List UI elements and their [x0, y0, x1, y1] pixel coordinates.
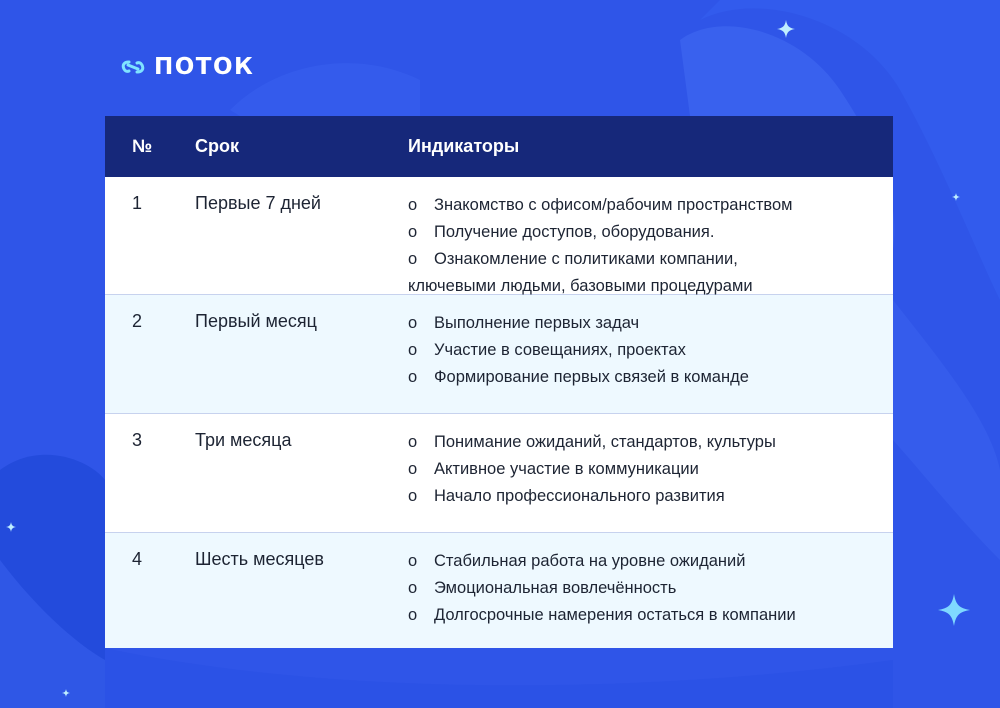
table-row	[105, 177, 893, 295]
bullet: o	[408, 314, 418, 332]
indicator-item	[408, 192, 883, 219]
indicator-item	[408, 364, 883, 391]
table-row	[105, 414, 893, 533]
row-num: 3	[132, 430, 143, 450]
indicator-item	[408, 246, 883, 273]
row-term: Первые 7 дней	[195, 193, 321, 213]
indicator-text: ключевыми людьми, базовыми процедурами	[408, 277, 753, 295]
sparkle-icon	[777, 20, 795, 38]
row-term: Шесть месяцев	[195, 549, 324, 569]
bullet: o	[408, 368, 418, 386]
indicator-text: Выполнение первых задач	[434, 314, 640, 332]
brand-logo	[120, 52, 254, 82]
bullet: o	[408, 606, 418, 624]
bullet: o	[408, 250, 418, 268]
indicator-item	[408, 310, 883, 337]
indicator-text: Стабильная работа на уровне ожиданий	[434, 552, 746, 570]
indicator-item	[408, 483, 883, 510]
table-row	[105, 533, 893, 648]
indicator-item	[408, 219, 883, 246]
row-num: 4	[132, 549, 143, 569]
bullet: o	[408, 341, 418, 359]
header-indicators: Индикаторы	[408, 136, 520, 156]
indicator-text: Понимание ожиданий, стандартов, культуры	[434, 433, 776, 451]
indicator-text: Долгосрочные намерения остаться в компании	[434, 606, 796, 624]
link-icon	[120, 59, 146, 75]
bullet: o	[408, 433, 418, 451]
indicator-item	[408, 429, 883, 456]
header-num: №	[132, 136, 153, 156]
row-term: Три месяца	[195, 430, 292, 450]
table-header	[105, 116, 893, 177]
bullet: o	[408, 196, 418, 214]
row-indicators	[408, 548, 883, 629]
table-row	[105, 295, 893, 414]
indicator-text: Эмоциональная вовлечённость	[434, 579, 677, 597]
row-indicators	[408, 310, 883, 391]
indicator-item	[408, 548, 883, 575]
logo-text: ПОТОК	[154, 54, 255, 80]
sparkle-icon	[952, 193, 960, 201]
header-term: Срок	[195, 136, 239, 156]
row-indicators	[408, 429, 883, 510]
indicator-item	[408, 602, 883, 629]
indicator-item	[408, 456, 883, 483]
bullet: o	[408, 579, 418, 597]
indicator-text: Начало профессионального развития	[434, 487, 725, 505]
bullet: o	[408, 460, 418, 478]
indicator-text: Активное участие в коммуникации	[434, 460, 699, 478]
onboarding-table	[105, 116, 893, 648]
indicator-text: Формирование первых связей в команде	[434, 368, 749, 386]
indicator-text: Получение доступов, оборудования.	[434, 223, 715, 241]
bullet: o	[408, 552, 418, 570]
sparkle-icon	[62, 689, 70, 697]
row-num: 2	[132, 311, 143, 331]
sparkle-icon	[938, 594, 970, 626]
indicator-item	[408, 337, 883, 364]
sparkle-icon	[6, 522, 16, 532]
indicator-text: Ознакомление с политиками компании,	[434, 250, 738, 268]
bullet: o	[408, 487, 418, 505]
indicator-text: Участие в совещаниях, проектах	[434, 341, 686, 359]
row-indicators	[408, 192, 883, 300]
indicator-item	[408, 575, 883, 602]
row-term: Первый месяц	[195, 311, 317, 331]
indicator-text: Знакомство с офисом/рабочим пространством	[434, 196, 793, 214]
row-num: 1	[132, 193, 143, 213]
bullet: o	[408, 223, 418, 241]
